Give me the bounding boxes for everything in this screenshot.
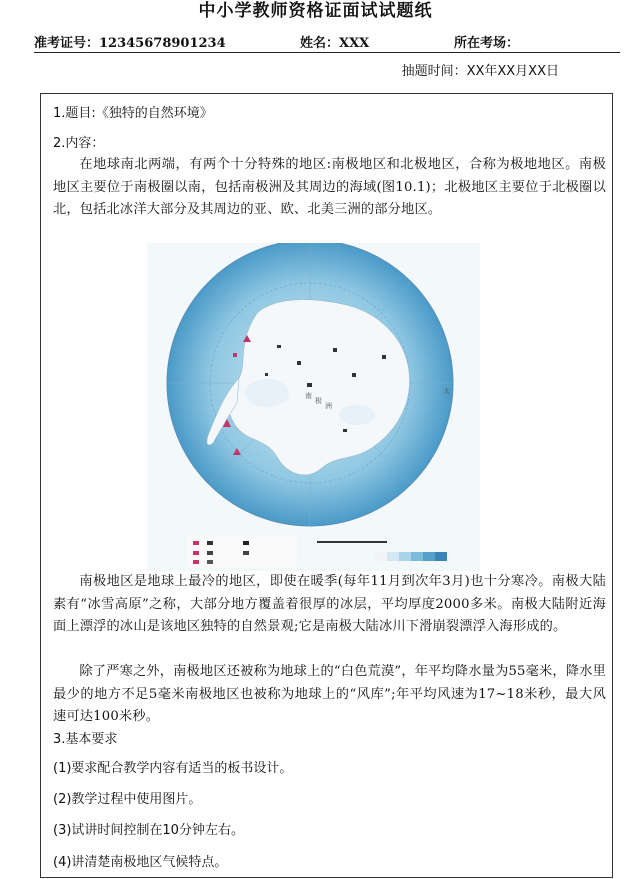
paragraph-3: 除了严寒之外，南极地区还被称为地球上的“白色荒漠”，年平均降水量为55毫米，降水里最少的地方不足5毫米南极地区也被称为地球上的“风库”;年平均风速为17~18米秒，最大风速可达100米秒。 <box>53 664 606 724</box>
map-label-ji: 极 <box>315 397 322 405</box>
requirement-item: (4)讲清楚南极地区气候特点。 <box>53 855 228 870</box>
requirement-item: (1)要求配合教学内容有适当的板书设计。 <box>53 761 293 776</box>
requirements-label: 3.基本要求 <box>53 732 118 747</box>
candidate-name: 姓名：XXX <box>300 36 370 51</box>
question-box <box>40 93 613 878</box>
exam-site: 所在考场： <box>454 36 520 51</box>
antarctica-map <box>147 243 480 571</box>
exam-number: 准考证号：12345678901234 <box>34 36 226 51</box>
topic-line: 1.题目:《独特的自然环境》 <box>53 106 213 121</box>
content-label: 2.内容： <box>53 136 105 151</box>
paragraph-1: 在地球南北两端，有两个十分特殊的地区:南极地区和北极地区，合称为极地地区。南极地区主要位于南极圈以南，包括南极洲及其周边的海域(图10.1)；北极地区主要位于北极圈以北，包括北冰洋大部分及其周边的亚、欧、北美三洲的部分地区。 <box>53 157 606 217</box>
map-label-zhou: 洲 <box>325 402 332 410</box>
candidate-info-row <box>34 32 620 53</box>
map-label-tai: 太 <box>443 387 450 395</box>
paragraph-2: 南极地区是地球上最冷的地区，即使在暖季(每年11月到次年3月)也十分寒冷。南极大陆素有“冰雪高原”之称，大部分地方覆盖着很厚的冰层，平均厚度2000多米。南极大陆附近海面上漂浮的冰山是该地区独特的自然景观;它是南极大陆冰川下滑崩裂漂浮入海形成的。 <box>53 574 606 634</box>
page-title: 中小学教师资格证面试试题纸 <box>198 1 433 21</box>
requirement-item: (3)试讲时间控制在10分钟左右。 <box>53 823 244 838</box>
draw-time: 抽题时间：XX年XX月XX日 <box>401 64 559 79</box>
map-label-nan: 南 <box>305 392 312 400</box>
requirement-item: (2)教学过程中使用图片。 <box>53 792 202 807</box>
map-legend <box>187 535 447 567</box>
antarctica-map-graphic <box>147 243 480 571</box>
